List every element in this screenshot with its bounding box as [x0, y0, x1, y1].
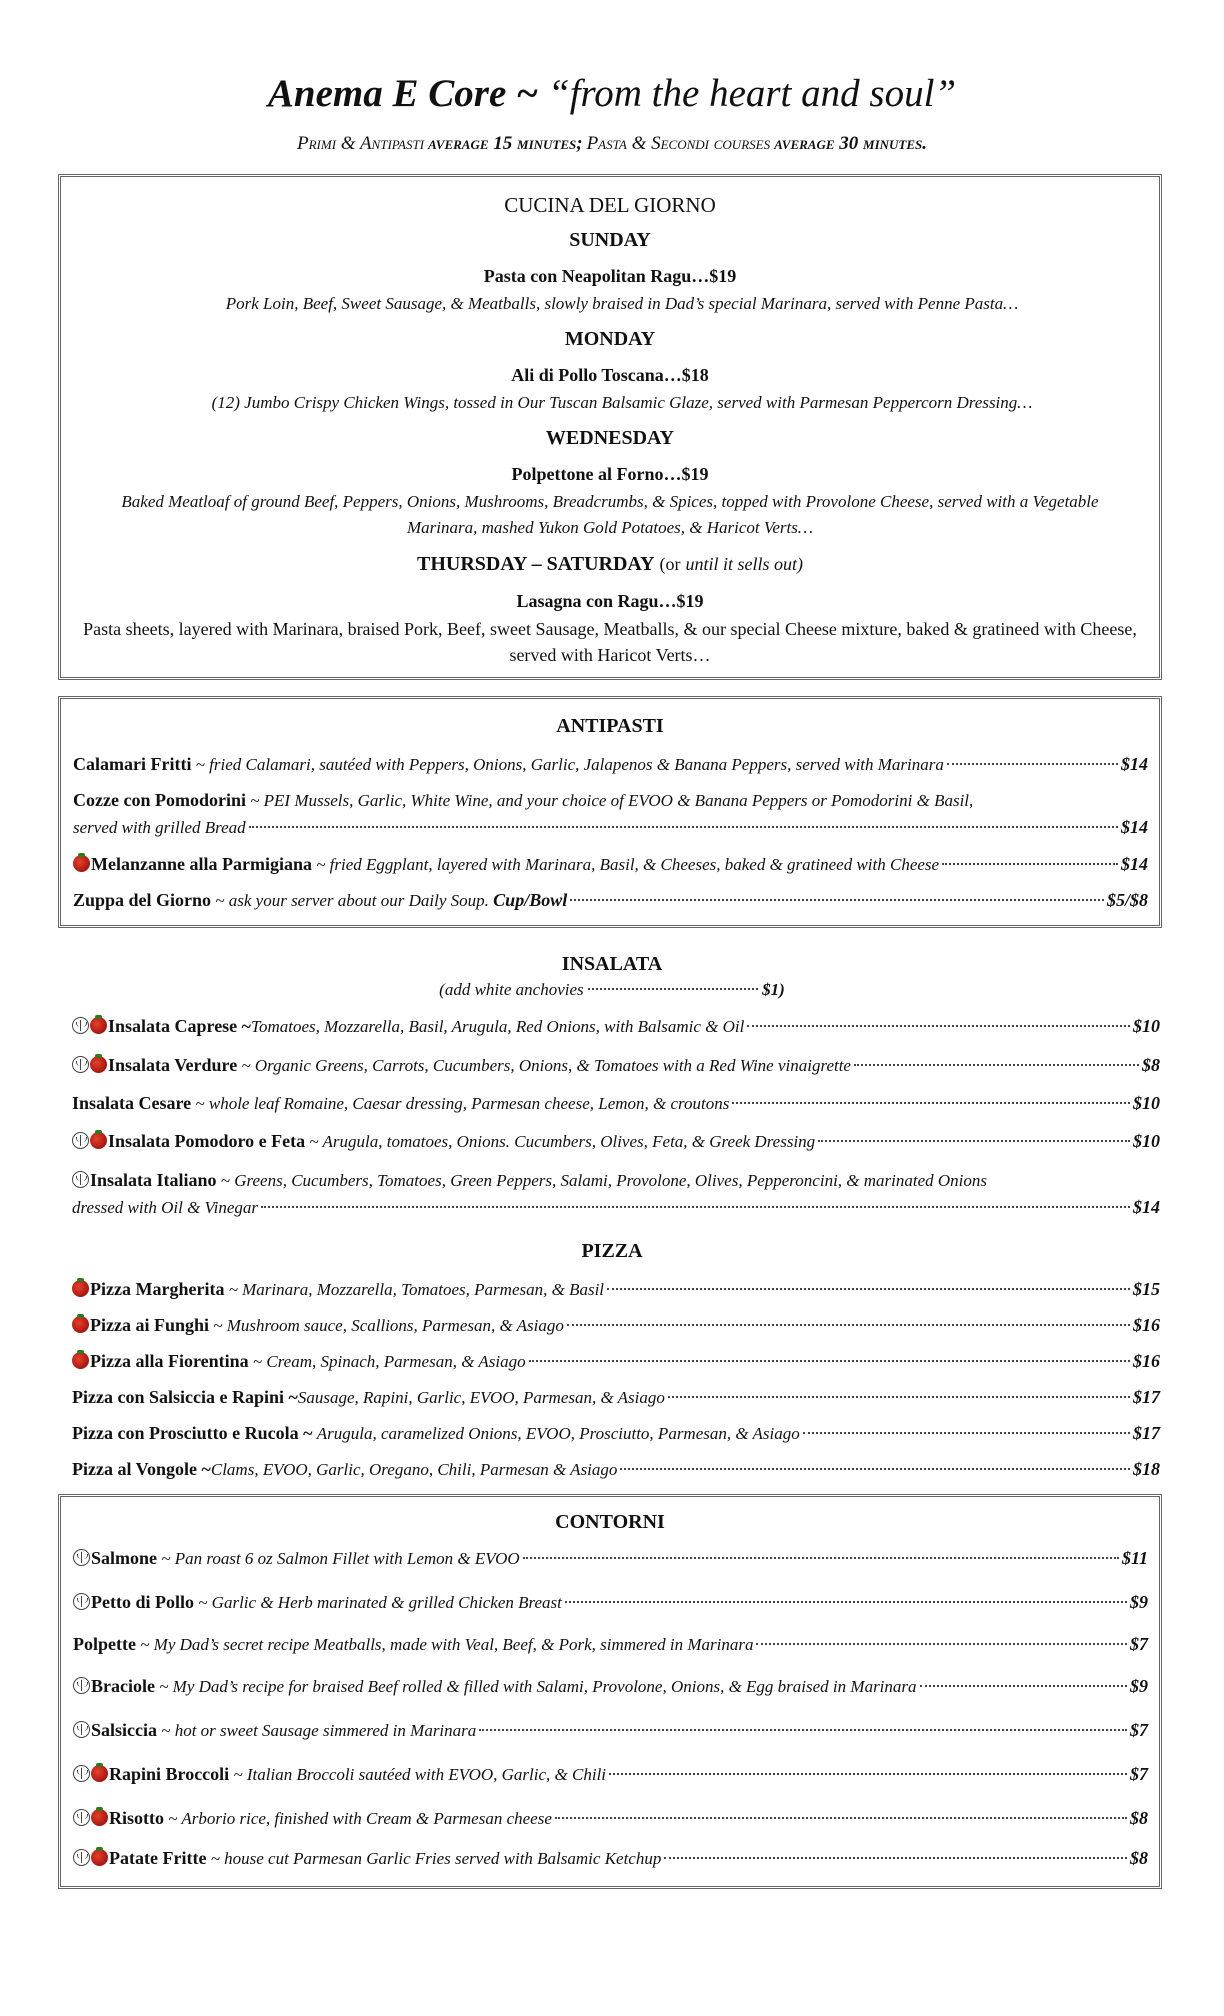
item-desc: ~ Italian Broccoli sautéed with EVOO, Garlic, & Chili [233, 1765, 607, 1784]
menu-item [72, 1090, 1160, 1117]
gluten-free-icon [73, 1721, 90, 1738]
menu-item [73, 1545, 1148, 1572]
item-price: $10 [1133, 1016, 1160, 1036]
menu-item [72, 1167, 1160, 1221]
item-desc: Arugula, caramelized Onions, EVOO, Prosciutto, Parmesan, & Asiago [316, 1424, 800, 1443]
item-desc: ~ My Dad’s recipe for braised Beef rolled & filled with Salami, Provolone, Onions, & Egg braised in Marinara [159, 1677, 917, 1696]
item-desc: ~ Mushroom sauce, Scallions, Parmesan, & Asiago [213, 1316, 564, 1335]
anchovies-text: (add white anchovies [439, 980, 584, 999]
day-monday: MONDAY [564, 328, 656, 350]
tomato-icon [72, 1316, 89, 1333]
dot-leader [607, 1288, 1130, 1290]
gluten-free-icon [73, 1677, 90, 1694]
item-desc: ~ fried Calamari, sautéed with Peppers, Onions, Garlic, Jalapenos & Banana Peppers, served with Marinara [195, 755, 944, 774]
item-name: Pizza Margherita [90, 1279, 225, 1299]
item-price: $7 [1130, 1634, 1148, 1654]
dot-leader [588, 988, 758, 990]
item-desc: ~ Pan roast 6 oz Salmon Fillet with Lemon & EVOO [161, 1549, 520, 1568]
item-price: $5/$8 [1106, 890, 1148, 910]
item-name: Insalata Caprese ~ [108, 1016, 252, 1036]
menu-item [73, 787, 1148, 841]
insalata-heading: INSALATA [561, 953, 663, 975]
gluten-free-icon [73, 1593, 90, 1610]
menu-item [72, 1013, 1160, 1040]
item-name: Insalata Italiano [90, 1170, 217, 1190]
timing-secondi-value: average 30 minutes. [774, 133, 928, 154]
tomato-icon [73, 855, 90, 872]
menu-item [72, 1128, 1160, 1155]
day-thursday-saturday [61, 553, 1159, 576]
item-price: $14 [1121, 754, 1148, 774]
item-desc: ~ Arborio rice, finished with Cream & Parmesan cheese [168, 1809, 552, 1828]
item-price: $17 [1133, 1423, 1160, 1443]
sunday-dish: Pasta con Neapolitan Ragu…$19 [483, 266, 737, 286]
timing-note [0, 132, 1224, 157]
dot-leader [261, 1206, 1130, 1208]
item-name: Petto di Pollo [91, 1592, 194, 1612]
menu-item [73, 887, 1148, 914]
menu-item [73, 1761, 1148, 1788]
item-name: Insalata Cesare [72, 1093, 192, 1113]
item-price: $10 [1133, 1131, 1160, 1151]
item-desc: ~ My Dad’s secret recipe Meatballs, made with Veal, Beef, & Pork, simmered in Marinara [140, 1635, 754, 1654]
insalata-anchovies-note [0, 980, 1224, 1000]
menu-item [72, 1312, 1160, 1339]
item-name: Calamari Fritti [73, 754, 192, 774]
day-wednesday: WEDNESDAY [545, 427, 675, 449]
menu-item [72, 1384, 1160, 1411]
dot-leader [565, 1601, 1127, 1603]
item-desc: ~ Garlic & Herb marinated & grilled Chicken Breast [198, 1593, 562, 1612]
item-name: Melanzanne alla Parmigiana [91, 854, 312, 874]
item-price: $8 [1130, 1808, 1148, 1828]
tomato-icon [91, 1809, 108, 1826]
tomato-icon [91, 1765, 108, 1782]
item-extra: Cup/Bowl [493, 890, 568, 910]
item-price: $14 [1121, 854, 1148, 874]
item-desc: ~ house cut Parmesan Garlic Fries served with Balsamic Ketchup [210, 1849, 662, 1868]
antipasti-box [58, 696, 1162, 928]
tomato-icon [90, 1056, 107, 1073]
gluten-free-icon [72, 1132, 89, 1149]
dot-leader [249, 826, 1118, 828]
item-name: Insalata Verdure [108, 1055, 238, 1075]
wednesday-desc: Baked Meatloaf of ground Beef, Peppers, Onions, Mushrooms, Breadcrumbs, & Spices, topped with Provolone Cheese, served with a Vegetable Marinara, mashed Yukon Gold Potatoes, & Haricot Verts… [121, 492, 1099, 537]
dot-leader [570, 899, 1104, 901]
gluten-free-icon [72, 1056, 89, 1073]
item-price: $18 [1133, 1459, 1160, 1479]
title-tagline: “from the heart and soul” [548, 72, 957, 115]
gluten-free-icon [73, 1765, 90, 1782]
item-desc: ~ Marinara, Mozzarella, Tomatoes, Parmesan, & Basil [228, 1280, 605, 1299]
item-desc-cont: dressed with Oil & Vinegar [72, 1198, 259, 1217]
antipasti-heading: ANTIPASTI [556, 715, 664, 737]
item-price: $7 [1130, 1764, 1148, 1784]
tomato-icon [90, 1132, 107, 1149]
gluten-free-icon [73, 1809, 90, 1826]
item-price: $16 [1133, 1351, 1160, 1371]
menu-item [72, 1456, 1160, 1483]
item-name: Zuppa del Giorno [73, 890, 212, 910]
item-desc: ~ Organic Greens, Carrots, Cucumbers, Onions, & Tomatoes with a Red Wine vinaigrette [241, 1056, 851, 1075]
title-restaurant-name: Anema E Core ~ [267, 72, 539, 115]
dot-leader [920, 1685, 1127, 1687]
item-desc: ~ Arugula, tomatoes, Onions. Cucumbers, Olives, Feta, & Greek Dressing [309, 1132, 816, 1151]
item-desc: ~ hot or sweet Sausage simmered in Marinara [161, 1721, 477, 1740]
dot-leader [555, 1817, 1127, 1819]
cucina-heading: CUCINA DEL GIORNO [504, 193, 716, 217]
menu-item [73, 1845, 1148, 1872]
item-desc: ~ ask your server about our Daily Soup. [215, 891, 489, 910]
thursday-desc: Pasta sheets, layered with Marinara, braised Pork, Beef, sweet Sausage, Meatballs, & our special Cheese mixture, baked & gratineed with Cheese, served with Haricot Verts… [83, 619, 1137, 665]
item-price: $17 [1133, 1387, 1160, 1407]
item-name: Patate Fritte [109, 1848, 207, 1868]
item-desc: ~ fried Eggplant, layered with Marinara, Basil, & Cheeses, baked & gratineed with Cheese [316, 855, 940, 874]
item-price: $14 [1133, 1197, 1160, 1217]
menu-item [73, 1717, 1148, 1744]
menu-item [72, 1348, 1160, 1375]
contorni-heading: CONTORNI [555, 1511, 665, 1533]
dot-leader [803, 1432, 1130, 1434]
gluten-free-icon [72, 1017, 89, 1034]
dot-leader [756, 1643, 1127, 1645]
thursday-note-b: until it sells out) [685, 554, 803, 574]
dot-leader [567, 1324, 1130, 1326]
timing-secondi: Pasta & Secondi courses [586, 133, 771, 154]
item-price: $8 [1130, 1848, 1148, 1868]
dot-leader [747, 1025, 1130, 1027]
item-name: Pizza ai Funghi [90, 1315, 210, 1335]
monday-dish: Ali di Pollo Toscana…$18 [511, 365, 709, 385]
item-desc-cont: served with grilled Bread [73, 818, 246, 837]
dot-leader [732, 1102, 1130, 1104]
item-name: Polpette [73, 1634, 136, 1654]
item-name: Pizza alla Fiorentina [90, 1351, 249, 1371]
item-name: Insalata Pomodoro e Feta [108, 1131, 306, 1151]
item-name: Salmone [91, 1548, 158, 1568]
dot-leader [479, 1729, 1127, 1731]
item-name: Pizza con Salsiccia e Rapini ~ [72, 1387, 298, 1407]
item-price: $9 [1130, 1676, 1148, 1696]
sunday-desc: Pork Loin, Beef, Sweet Sausage, & Meatballs, slowly braised in Dad’s special Marinara, served with Penne Pasta… [225, 294, 1019, 313]
item-price: $8 [1142, 1055, 1160, 1075]
menu-item [73, 1631, 1148, 1658]
dot-leader [854, 1064, 1139, 1066]
item-price: $15 [1133, 1279, 1160, 1299]
menu-item [72, 1276, 1160, 1303]
day-sunday: SUNDAY [569, 229, 651, 251]
item-desc: Sausage, Rapini, Garlic, EVOO, Parmesan, & Asiago [297, 1388, 665, 1407]
thursday-dish: Lasagna con Ragu…$19 [516, 591, 704, 611]
timing-primi: Primi & Antipasti [296, 133, 425, 154]
item-name: Braciole [91, 1676, 155, 1696]
thursday-note-a: (or [659, 554, 681, 574]
item-desc: ~ Cream, Spinach, Parmesan, & Asiago [252, 1352, 526, 1371]
item-price: $11 [1121, 1548, 1148, 1568]
item-desc: ~ whole leaf Romaine, Caesar dressing, Parmesan cheese, Lemon, & croutons [195, 1094, 730, 1113]
dot-leader [942, 863, 1118, 865]
item-desc: ~ PEI Mussels, Garlic, White Wine, and your choice of EVOO & Banana Peppers or Pomodorini & Basil, [250, 791, 974, 810]
dot-leader [664, 1857, 1127, 1859]
item-price: $7 [1130, 1720, 1148, 1740]
dot-leader [529, 1360, 1130, 1362]
contorni-box [58, 1494, 1162, 1889]
item-price: $14 [1121, 817, 1148, 837]
menu-item [73, 1589, 1148, 1616]
monday-desc: (12) Jumbo Crispy Chicken Wings, tossed in Our Tuscan Balsamic Glaze, served with Parmesan Peppercorn Dressing… [211, 393, 1033, 412]
wednesday-dish: Polpettone al Forno…$19 [511, 464, 709, 484]
item-name: Pizza al Vongole ~ [72, 1459, 211, 1479]
menu-item [73, 751, 1148, 778]
timing-primi-value: average 15 minutes; [428, 133, 583, 154]
tomato-icon [91, 1849, 108, 1866]
dot-leader [620, 1468, 1130, 1470]
dot-leader [668, 1396, 1130, 1398]
cucina-del-giorno-box [58, 174, 1162, 680]
item-price: $9 [1130, 1592, 1148, 1612]
item-name: Risotto [109, 1808, 164, 1828]
item-name: Cozze con Pomodorini [73, 790, 246, 810]
menu-item [73, 851, 1148, 878]
item-name: Pizza con Prosciutto e Rucola ~ [72, 1423, 313, 1443]
gluten-free-icon [72, 1171, 89, 1188]
item-desc: Tomatoes, Mozzarella, Basil, Arugula, Red Onions, with Balsamic & Oil [251, 1017, 745, 1036]
item-name: Salsiccia [91, 1720, 157, 1740]
thursday-day: THURSDAY – SATURDAY [417, 553, 655, 575]
gluten-free-icon [73, 1549, 90, 1566]
item-desc: Clams, EVOO, Garlic, Oregano, Chili, Parmesan & Asiago [210, 1460, 618, 1479]
menu-item [72, 1052, 1160, 1079]
anchovies-price: $1) [762, 980, 785, 999]
tomato-icon [90, 1017, 107, 1034]
dot-leader [947, 763, 1118, 765]
item-price: $16 [1133, 1315, 1160, 1335]
gluten-free-icon [73, 1849, 90, 1866]
pizza-heading: PIZZA [581, 1240, 643, 1262]
tomato-icon [72, 1352, 89, 1369]
item-desc: ~ Greens, Cucumbers, Tomatoes, Green Peppers, Salami, Provolone, Olives, Pepperoncini, & marinated Onions [220, 1171, 988, 1190]
item-name: Rapini Broccoli [109, 1764, 230, 1784]
dot-leader [523, 1557, 1119, 1559]
dot-leader [609, 1773, 1127, 1775]
page-title [0, 70, 1224, 118]
menu-item [72, 1420, 1160, 1447]
menu-item [73, 1673, 1148, 1700]
dot-leader [818, 1140, 1130, 1142]
menu-item [73, 1805, 1148, 1832]
item-price: $10 [1133, 1093, 1160, 1113]
tomato-icon [72, 1280, 89, 1297]
